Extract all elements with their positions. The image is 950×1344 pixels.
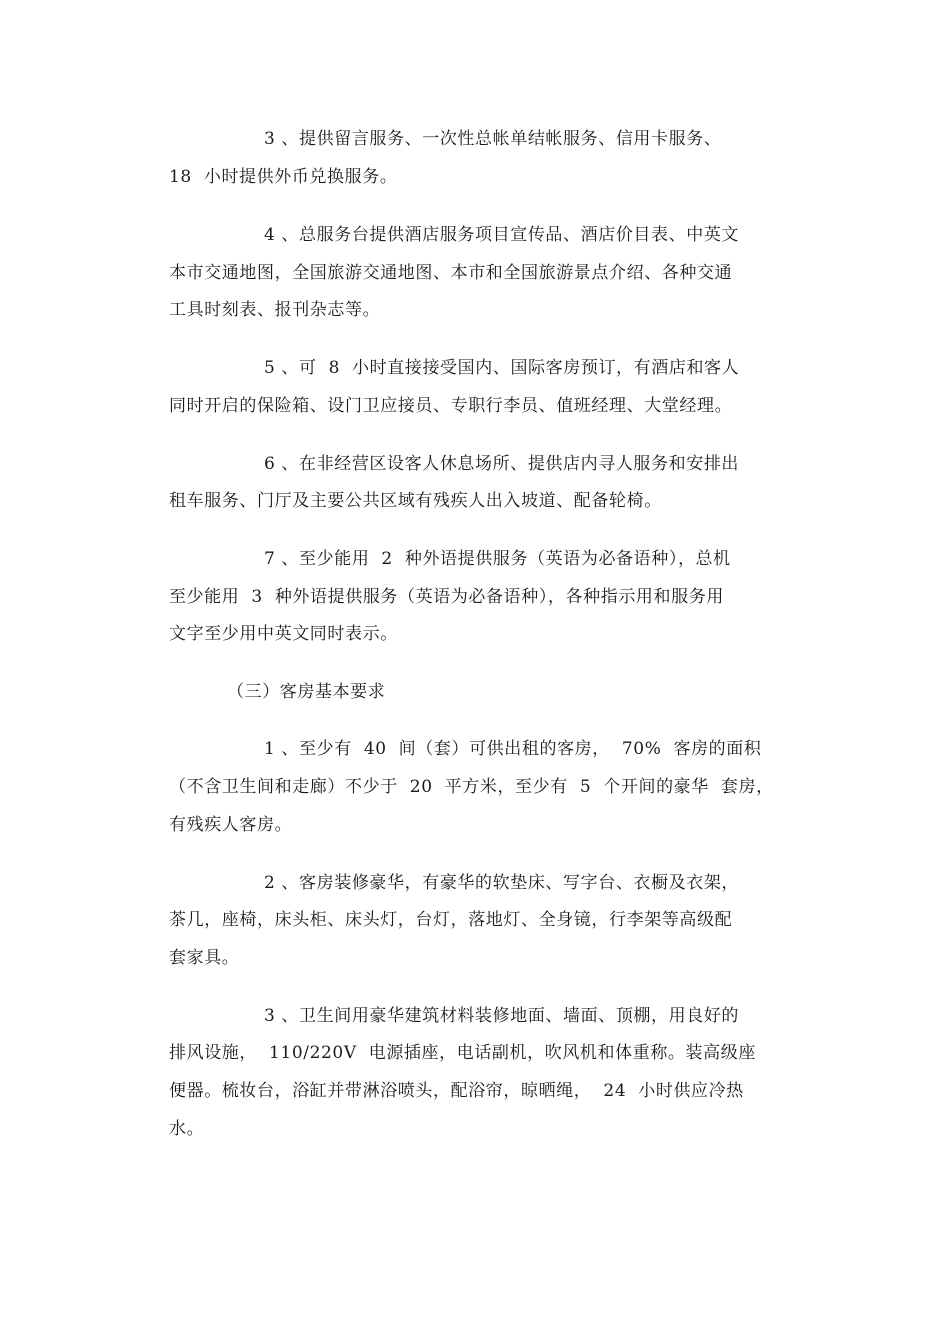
- room-item-1-line-1: 1 、至少有 40 间（套）可供出租的客房， 70% 客房的面积: [264, 739, 762, 759]
- item-5-line-2: 同时开启的保险箱、设门卫应接员、专职行李员、值班经理、大堂经理。: [169, 396, 733, 416]
- item-4-line-1: 4 、总服务台提供酒店服务项目宣传品、酒店价目表、中英文: [264, 225, 740, 245]
- item-7-line-2: 至少能用 3 种外语提供服务（英语为必备语种），各种指示用和服务用: [169, 587, 724, 607]
- room-item-3-line-3: 便器。梳妆台，浴缸并带淋浴喷头，配浴帘，晾晒绳， 24 小时供应冷热: [169, 1081, 744, 1101]
- item-4-line-2: 本市交通地图，全国旅游交通地图、本市和全国旅游景点介绍、各种交通: [169, 263, 733, 283]
- room-item-1-line-2: （不含卫生间和走廊）不少于 20 平方米，至少有 5 个开间的豪华 套房，: [169, 777, 774, 797]
- room-item-2-line-2: 茶几，座椅，床头柜、床头灯，台灯，落地灯、全身镜，行李架等高级配: [169, 910, 733, 930]
- item-5-line-1: 5 、可 8 小时直接接受国内、国际客房预订，有酒店和客人: [264, 358, 740, 378]
- room-item-2-line-1: 2 、客房装修豪华，有豪华的软垫床、写字台、衣橱及衣架，: [264, 873, 740, 893]
- room-item-3-line-1: 3 、卫生间用豪华建筑材料装修地面、墙面、顶棚，用良好的: [264, 1006, 740, 1026]
- section-heading: （三）客房基本要求: [227, 682, 386, 702]
- room-item-3-line-2: 排风设施， 110/220V 电源插座，电话副机，吹风机和体重称。装高级座: [169, 1043, 756, 1063]
- room-item-2-line-3: 套家具。: [169, 948, 240, 968]
- item-7-line-3: 文字至少用中英文同时表示。: [169, 624, 398, 644]
- room-item-1-line-3: 有残疾人客房。: [169, 815, 293, 835]
- item-4-line-3: 工具时刻表、报刊杂志等。: [169, 300, 381, 320]
- item-7-line-1: 7 、至少能用 2 种外语提供服务（英语为必备语种），总机: [264, 549, 731, 569]
- item-6-line-2: 租车服务、门厅及主要公共区域有残疾人出入坡道、配备轮椅。: [169, 491, 662, 511]
- item-6-line-1: 6 、在非经营区设客人休息场所、提供店内寻人服务和安排出: [264, 454, 740, 474]
- item-3-line-2: 18 小时提供外币兑换服务。: [169, 167, 398, 187]
- item-3-line-1: 3 、提供留言服务、一次性总帐单结帐服务、信用卡服务、: [264, 129, 722, 149]
- room-item-3-line-4: 水。: [169, 1119, 205, 1139]
